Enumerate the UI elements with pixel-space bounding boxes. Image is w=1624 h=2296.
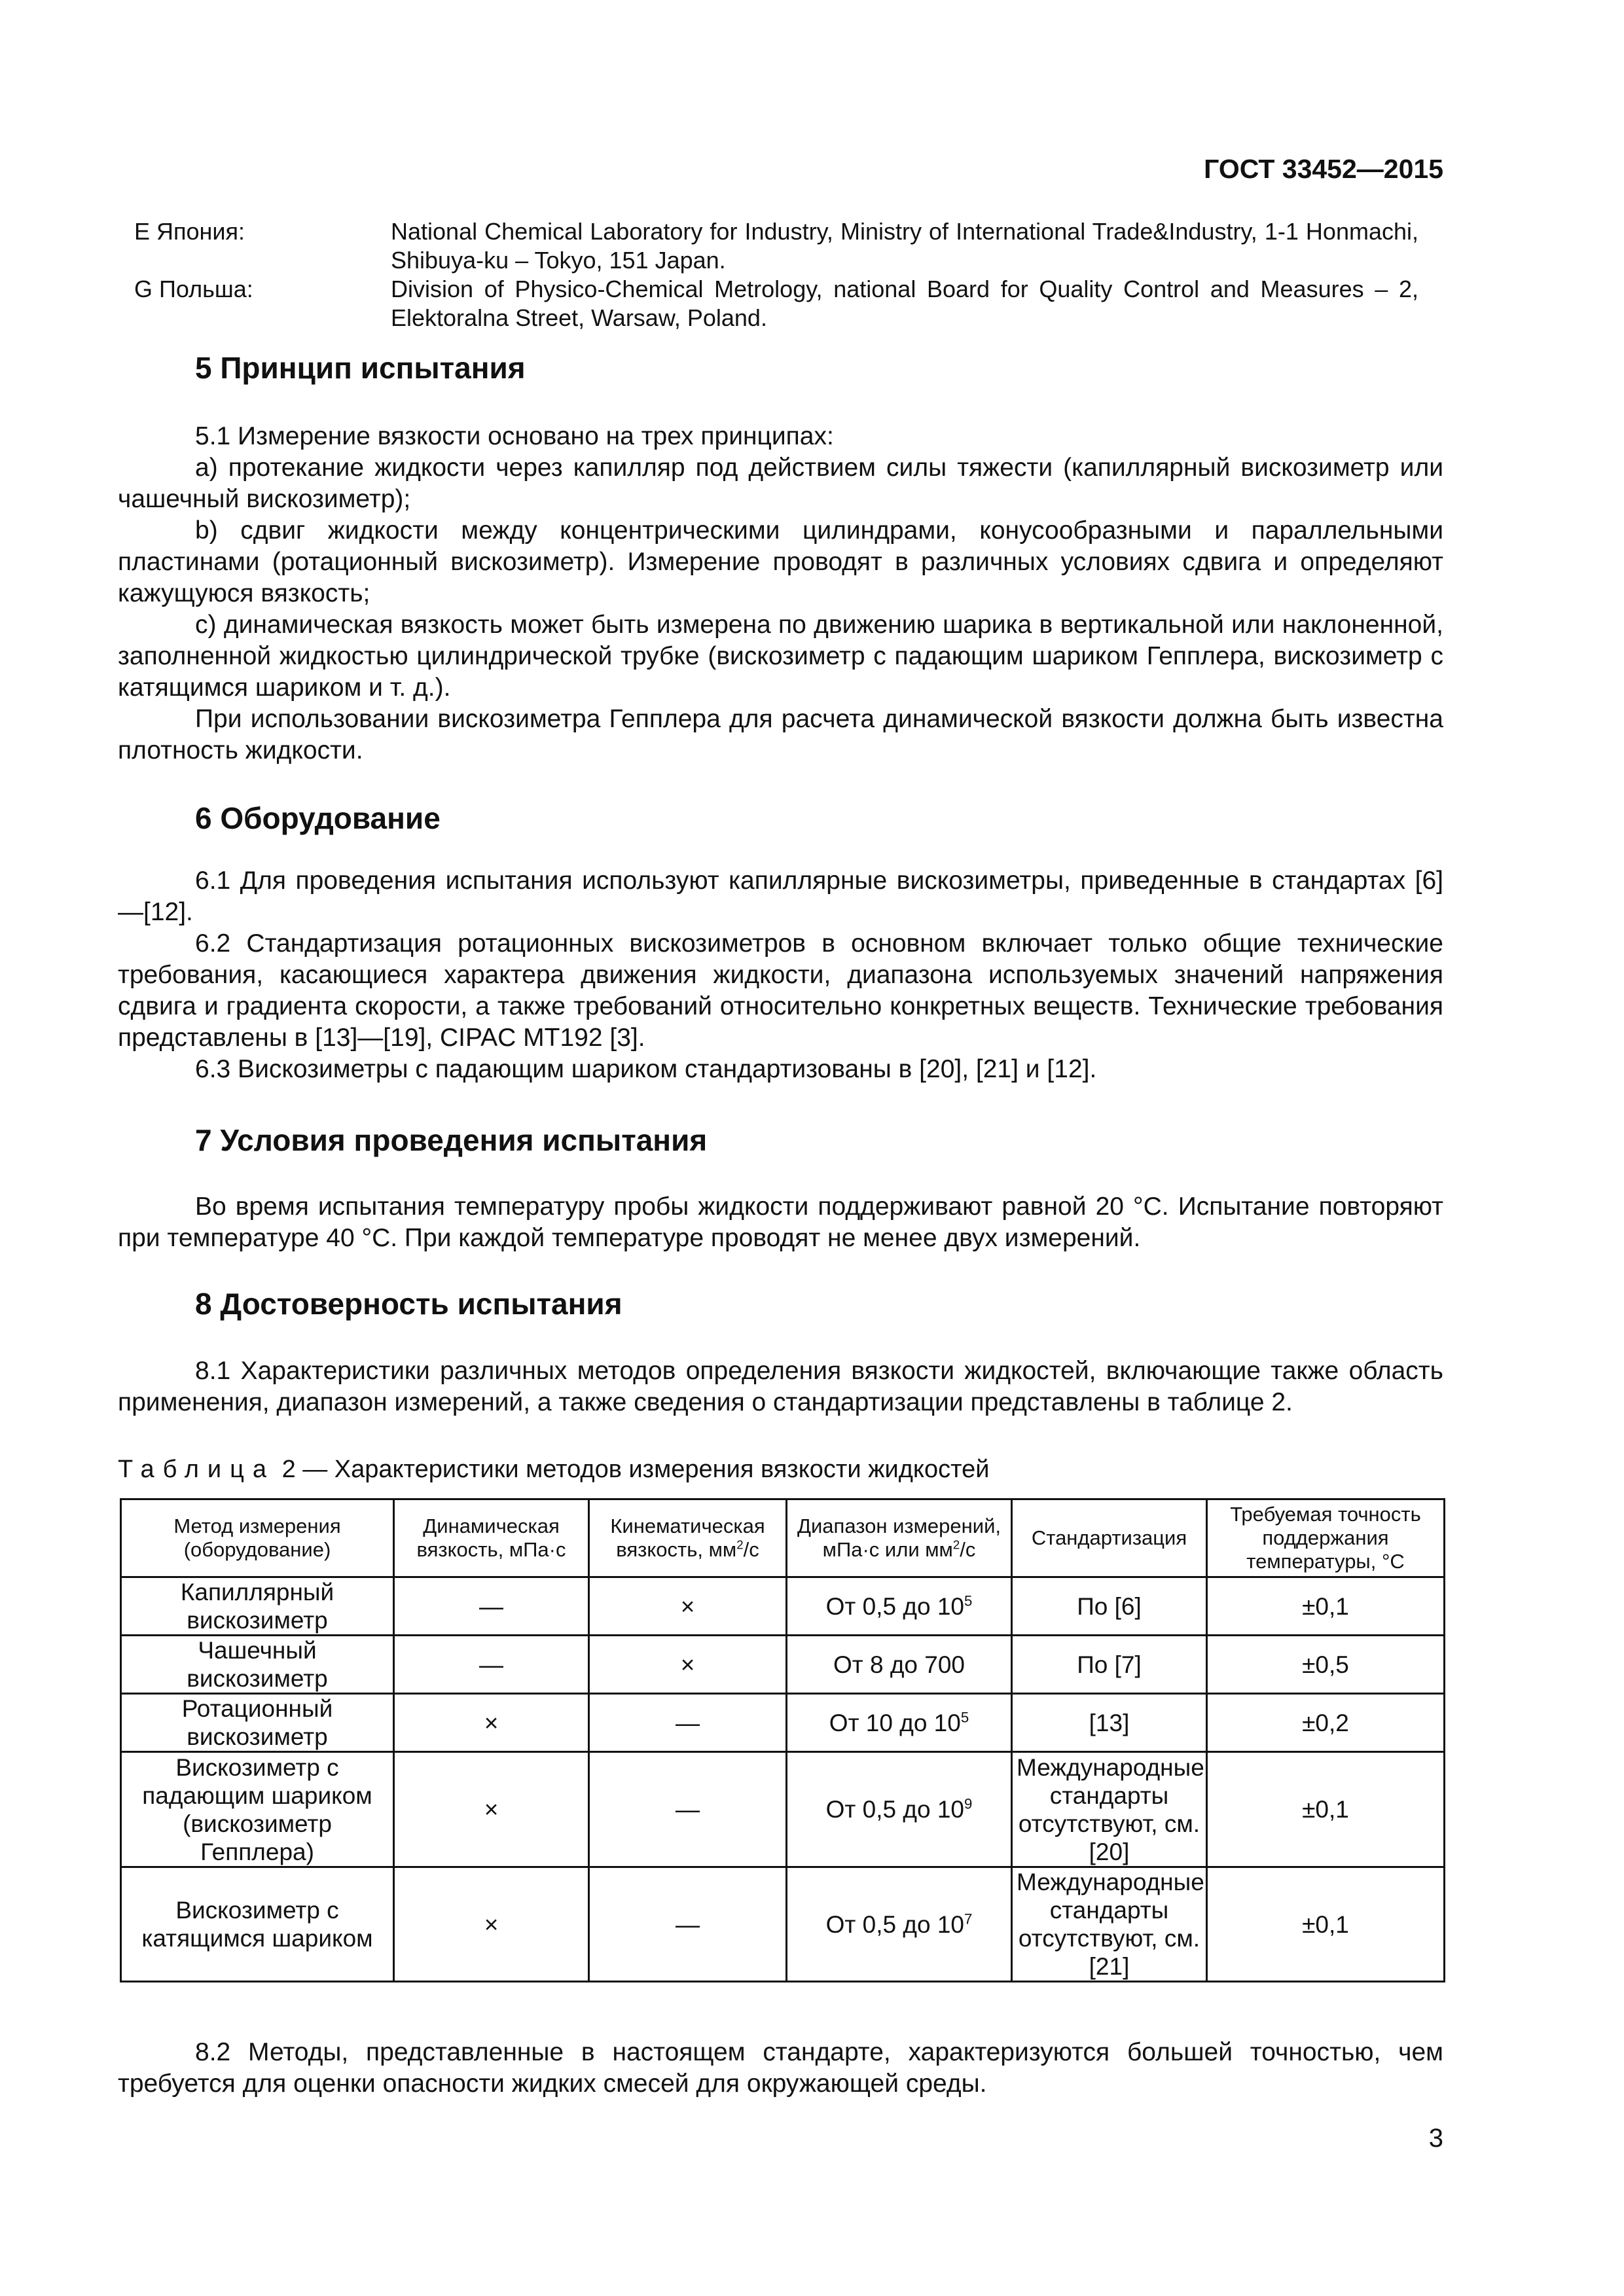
section-8-body — [118, 1355, 1443, 1418]
cell-range: От 8 до 700 — [787, 1636, 1012, 1694]
header-range: Диапазон измерений, мПа·с или $мм^2/с$ — [787, 1499, 1012, 1577]
cell-dynamic: × — [394, 1694, 589, 1752]
para-8-1: 8.1 Характеристики различных методов определения вязкости жидкостей, включающие также область применения, диапазон измерений, а также сведения о стандартизации представлены в таблице 2. — [118, 1357, 1443, 1416]
para-6-1: 6.1 Для проведения испытания используют капиллярные вискозиметры, приведенные в стандартах [6]—[12]. — [118, 867, 1443, 926]
org-text-poland: Division of Physico-Chemical Metrology, national Board for Quality Control and Measures – 2, Elektoralna Street, Warsaw, Poland. — [391, 276, 1418, 331]
header-accuracy: Требуемая точность поддержания температуры, °С — [1207, 1499, 1445, 1577]
section-6-body — [118, 865, 1443, 1085]
table-header-row — [121, 1499, 1445, 1577]
section-8-body-2 — [118, 2037, 1443, 2100]
section-8-title: 8 Достоверность испытания — [195, 1287, 623, 1321]
document-code: ГОСТ 33452—2015 — [1204, 154, 1443, 184]
table-row — [121, 1752, 1445, 1867]
cell-kinematic: — — [589, 1694, 787, 1752]
section-7-body — [118, 1191, 1443, 1254]
org-label-japan: E Япония: — [134, 218, 245, 245]
para-8-2: 8.2 Методы, представленные в настоящем стандарте, характеризуются большей точностью, чем требуется для оценки опасности жидких смесей для окружающей среды. — [118, 2038, 1443, 2098]
cell-standardization: Международные стандарты отсутствуют, см. [21] — [1012, 1867, 1207, 1982]
cell-accuracy: ±0,1 — [1207, 1752, 1445, 1867]
header-standardization: Стандартизация — [1012, 1499, 1207, 1577]
para-5-1-b: b) сдвиг жидкости между концентрическими цилиндрами, конусообразными и параллельными пластинами (ротационный вискозиметр). Измерение проводят в различных условиях сдвига и определяют кажущуюся вязкость; — [118, 516, 1443, 607]
cell-standardization: [13] — [1012, 1694, 1207, 1752]
header-method: Метод измерения (оборудование) — [121, 1499, 394, 1577]
table-caption-text: 2 — Характеристики методов измерения вязкости жидкостей — [281, 1456, 990, 1483]
cell-dynamic: — — [394, 1636, 589, 1694]
cell-accuracy: ±0,5 — [1207, 1636, 1445, 1694]
table-row — [121, 1867, 1445, 1982]
section-7-title: 7 Условия проведения испытания — [195, 1123, 708, 1157]
table-row — [121, 1636, 1445, 1694]
para-5-1-a: a) протекание жидкости через капилляр под действием силы тяжести (капиллярный вискозиметр или чашечный вискозиметр); — [118, 454, 1443, 513]
section-5-body — [118, 421, 1443, 766]
viscosity-methods-table — [120, 1498, 1445, 1982]
cell-method: Вискозиметр с падающим шариком (вискозиметр Гепплера) — [121, 1752, 394, 1867]
cell-kinematic: × — [589, 1577, 787, 1636]
cell-range: От 0,5 до $10^5$ — [787, 1577, 1012, 1636]
page-number: 3 — [1428, 2124, 1443, 2153]
table-row — [121, 1577, 1445, 1636]
org-text-japan: National Chemical Laboratory for Industry, Ministry of International Trade&Industry, 1-1 Honmachi, Shibuya-ku – Tokyo, 151 Japan. — [391, 218, 1418, 274]
cell-range: От 0,5 до $10^7$ — [787, 1867, 1012, 1982]
section-5-title: 5 Принцип испытания — [195, 351, 526, 385]
cell-accuracy: ±0,1 — [1207, 1577, 1445, 1636]
cell-method: Чашечный вискозиметр — [121, 1636, 394, 1694]
cell-range: От 0,5 до $10^9$ — [787, 1752, 1012, 1867]
cell-dynamic: × — [394, 1867, 589, 1982]
cell-standardization: По [6] — [1012, 1577, 1207, 1636]
header-dynamic-viscosity: Динамическая вязкость, мПа·с — [394, 1499, 589, 1577]
cell-kinematic: × — [589, 1636, 787, 1694]
org-label-poland: G Польша: — [134, 276, 253, 302]
cell-accuracy: ±0,1 — [1207, 1867, 1445, 1982]
cell-range: От 10 до $10^5$ — [787, 1694, 1012, 1752]
cell-dynamic: × — [394, 1752, 589, 1867]
cell-method: Капиллярный вискозиметр — [121, 1577, 394, 1636]
section-6-title: 6 Оборудование — [195, 801, 441, 835]
cell-method: Ротационный вискозиметр — [121, 1694, 394, 1752]
cell-kinematic: — — [589, 1752, 787, 1867]
cell-standardization: По [7] — [1012, 1636, 1207, 1694]
cell-method: Вискозиметр с катящимся шариком — [121, 1867, 394, 1982]
table-caption — [118, 1456, 989, 1484]
cell-dynamic: — — [394, 1577, 589, 1636]
para-6-3: 6.3 Вискозиметры с падающим шариком стандартизованы в [20], [21] и [12]. — [195, 1055, 1097, 1083]
para-7: Во время испытания температуру пробы жидкости поддерживают равной 20 °С. Испытание повторяют при температуре 40 °С. При каждой температуре проводят не менее двух измерений. — [118, 1193, 1443, 1252]
para-5-note: При использовании вискозиметра Гепплера для расчета динамической вязкости должна быть известна плотность жидкости. — [118, 705, 1443, 764]
para-6-2: 6.2 Стандартизация ротационных вискозиметров в основном включает только общие технические требования, касающиеся характера движения жидкости, диапазона используемых значений напряжения сдвига и градиента скорости, а также требований относительно конкретных веществ. Технические требования представлены в [13]—[19], CIPAC MT192 [3]. — [118, 929, 1443, 1052]
para-5-1-c: c) динамическая вязкость может быть измерена по движению шарика в вертикальной или наклоненной, заполненной жидкостью цилиндрической трубке (вискозиметр с падающим шариком Гепплера, вискозиметр с катящимся шариком и т. д.). — [118, 611, 1443, 702]
header-kinematic-viscosity: Кинематическая вязкость, $мм^2/с$ — [589, 1499, 787, 1577]
table-row — [121, 1694, 1445, 1752]
table-caption-word: Таблица — [118, 1456, 275, 1483]
cell-accuracy: ±0,2 — [1207, 1694, 1445, 1752]
para-5-1: 5.1 Измерение вязкости основано на трех принципах: — [195, 422, 834, 450]
cell-standardization: Международные стандарты отсутствуют, см. [20] — [1012, 1752, 1207, 1867]
cell-kinematic: — — [589, 1867, 787, 1982]
